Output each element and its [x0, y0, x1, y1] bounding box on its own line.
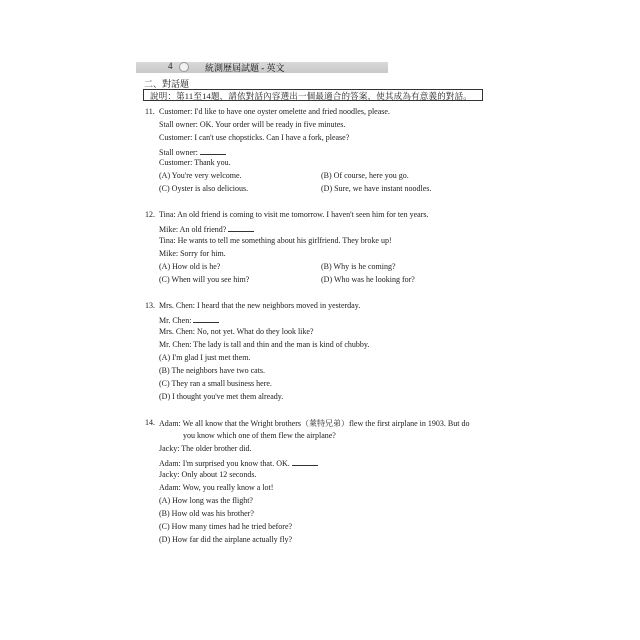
option-d: (D) I thought you've met them already. — [159, 392, 284, 401]
option-b: (B) How old was his brother? — [159, 509, 254, 518]
answer-blank — [292, 457, 318, 466]
option-b: (B) Of course, here you go. — [321, 171, 409, 180]
dialogue-line: Tina: An old friend is coming to visit me tomorrow. I haven't seen him for ten years. — [159, 210, 429, 219]
dialogue-line: Mike: Sorry for him. — [159, 249, 226, 258]
option-c: (C) They ran a small business here. — [159, 379, 272, 388]
option-a: (A) I'm glad I just met them. — [159, 353, 251, 362]
dialogue-line: Tina: He wants to tell me something about his girlfriend. They broke up! — [159, 236, 392, 245]
option-b: (B) Why is he coming? — [321, 262, 396, 271]
section-title: 二、對話題 — [144, 79, 190, 89]
dialogue-line-blank: Mr. Chen: — [159, 314, 219, 325]
header-title: 統測歷屆試題 - 英文 — [205, 63, 285, 73]
header-circle-icon — [179, 62, 189, 72]
page-number: 4 — [168, 61, 173, 71]
question-number: 11. — [145, 107, 155, 116]
dialogue-line: Customer: I'd like to have one oyster omelette and fried noodles, please. — [159, 107, 390, 116]
question-number: 12. — [145, 210, 155, 219]
instruction-text: 說明：第11至14題，請依對話內容選出一個最適合的答案，使其成為有意義的對話。 — [150, 91, 472, 101]
option-d: (D) Sure, we have instant noodles. — [321, 184, 432, 193]
dialogue-line: Customer: I can't use chopsticks. Can I have a fork, please? — [159, 133, 350, 142]
option-a: (A) How old is he? — [159, 262, 221, 271]
dialogue-line: Mr. Chen: The lady is tall and thin and the man is kind of chubby. — [159, 340, 370, 349]
answer-blank — [193, 314, 219, 323]
dialogue-line: Stall owner: OK. Your order will be ready in five minutes. — [159, 120, 346, 129]
option-c: (C) When will you see him? — [159, 275, 250, 284]
dialogue-line: Mrs. Chen: I heard that the new neighbors moved in yesterday. — [159, 301, 361, 310]
option-a: (A) How long was the flight? — [159, 496, 253, 505]
dialogue-line: Adam: Wow, you really know a lot! — [159, 483, 274, 492]
answer-blank — [200, 146, 226, 155]
option-b: (B) The neighbors have two cats. — [159, 366, 266, 375]
dialogue-line-blank: Mike: An old friend? — [159, 223, 254, 234]
dialogue-line-blank: Adam: I'm surprised you know that. OK. — [159, 457, 318, 468]
answer-blank — [228, 223, 254, 232]
option-d: (D) Who was he looking for? — [321, 275, 415, 284]
dialogue-line: Jacky: Only about 12 seconds. — [159, 470, 257, 479]
option-a: (A) You're very welcome. — [159, 171, 242, 180]
question-number: 14. — [145, 418, 155, 427]
option-c: (C) How many times had he tried before? — [159, 522, 293, 531]
option-d: (D) How far did the airplane actually fly? — [159, 535, 293, 544]
dialogue-line: you know which one of them flew the airplane? — [183, 431, 336, 440]
question-number: 13. — [145, 301, 155, 310]
dialogue-line-blank: Stall owner: — [159, 146, 226, 157]
option-c: (C) Oyster is also delicious. — [159, 184, 249, 193]
dialogue-line: Adam: We all know that the Wright brothers（萊特兄弟）flew the first airplane in 1903. But do — [159, 419, 470, 428]
dialogue-line: Jacky: The older brother did. — [159, 444, 252, 453]
dialogue-line: Customer: Thank you. — [159, 158, 231, 167]
dialogue-line: Mrs. Chen: No, not yet. What do they look like? — [159, 327, 314, 336]
